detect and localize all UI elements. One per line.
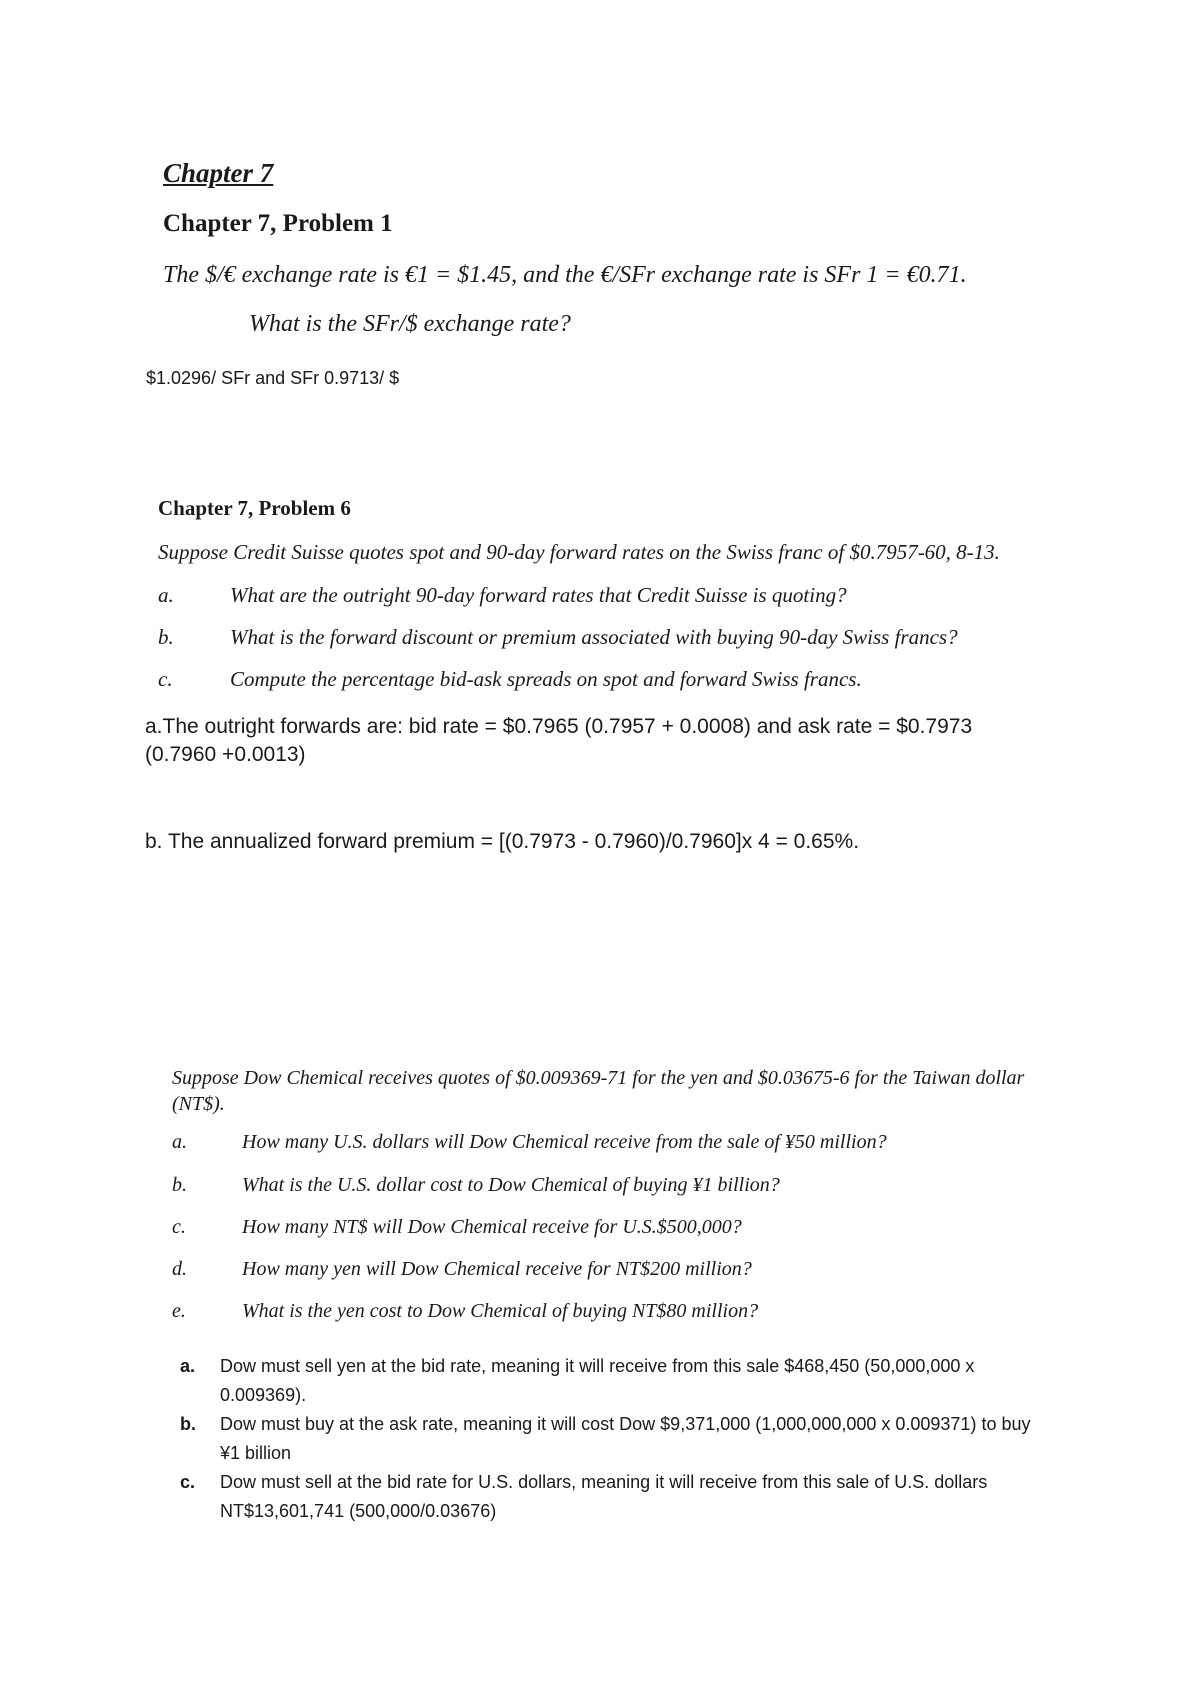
question-letter: c. xyxy=(158,667,173,691)
problem-6-heading: Chapter 7, Problem 6 xyxy=(158,496,351,520)
question-text: What is the U.S. dollar cost to Dow Chemical of buying ¥1 billion? xyxy=(242,1174,780,1196)
question-text: What are the outright 90-day forward rates that Credit Suisse is quoting? xyxy=(230,583,847,607)
answer-text: Dow must buy at the ask rate, meaning it will cost Dow $9,371,000 (1,000,000,000 x 0.009371) to buy ¥1 billion xyxy=(220,1414,1031,1463)
problem-1-question-line-2: What is the SFr/$ exchange rate? xyxy=(249,311,571,337)
question-letter: b. xyxy=(172,1174,187,1196)
question-letter: e. xyxy=(172,1300,186,1322)
answer-letter: c. xyxy=(180,1472,196,1492)
question-text: How many U.S. dollars will Dow Chemical receive from the sale of ¥50 million? xyxy=(242,1131,887,1153)
answer-text: Dow must sell at the bid rate for U.S. dollars, meaning it will receive from this sale of U.S. dollars NT$13,601,741 (500,000/0.03676) xyxy=(220,1472,988,1521)
problem-1-heading: Chapter 7, Problem 1 xyxy=(163,210,393,237)
dow-answer-c xyxy=(180,1468,1040,1526)
question-text: Compute the percentage bid-ask spreads on spot and forward Swiss francs. xyxy=(230,667,862,691)
question-letter: a. xyxy=(172,1131,187,1153)
answer-text: Dow must sell yen at the bid rate, meaning it will receive from this sale $468,450 (50,000,000 x 0.009369). xyxy=(220,1356,975,1405)
answer-letter: a. xyxy=(180,1356,196,1376)
dow-problem-intro: Suppose Dow Chemical receives quotes of $0.009369-71 for the yen and $0.03675-6 for the Taiwan dollar (NT$). xyxy=(172,1067,1025,1115)
problem-6-intro: Suppose Credit Suisse quotes spot and 90-day forward rates on the Swiss franc of $0.7957-60, 8-13. xyxy=(158,540,1000,564)
question-text: How many yen will Dow Chemical receive for NT$200 million? xyxy=(242,1258,752,1280)
problem-1-answer: $1.0296/ SFr and SFr 0.9713/ $ xyxy=(146,368,400,388)
chapter-title: Chapter 7 xyxy=(163,158,274,188)
question-letter: b. xyxy=(158,625,174,649)
question-letter: d. xyxy=(172,1258,187,1280)
problem-6-answer-a: a.The outright forwards are: bid rate = $0.7965 (0.7957 + 0.0008) and ask rate = $0.7973 (0.7960 +0.0013) xyxy=(145,715,973,766)
question-text: What is the yen cost to Dow Chemical of buying NT$80 million? xyxy=(242,1300,759,1322)
question-text: How many NT$ will Dow Chemical receive for U.S.$500,000? xyxy=(242,1216,742,1238)
dow-answer-b xyxy=(180,1410,1040,1468)
question-letter: c. xyxy=(172,1216,186,1238)
question-text: What is the forward discount or premium associated with buying 90-day Swiss francs? xyxy=(230,625,958,649)
dow-answer-a xyxy=(180,1352,1040,1410)
dow-answer-list xyxy=(180,1352,1040,1526)
problem-6-answer-b: b. The annualized forward premium = [(0.7973 - 0.7960)/0.7960]x 4 = 0.65%. xyxy=(145,830,860,853)
question-letter: a. xyxy=(158,583,174,607)
problem-1-question-line-1: The $/€ exchange rate is €1 = $1.45, and the €/SFr exchange rate is SFr 1 = €0.71. xyxy=(163,262,967,288)
answer-letter: b. xyxy=(180,1414,196,1434)
